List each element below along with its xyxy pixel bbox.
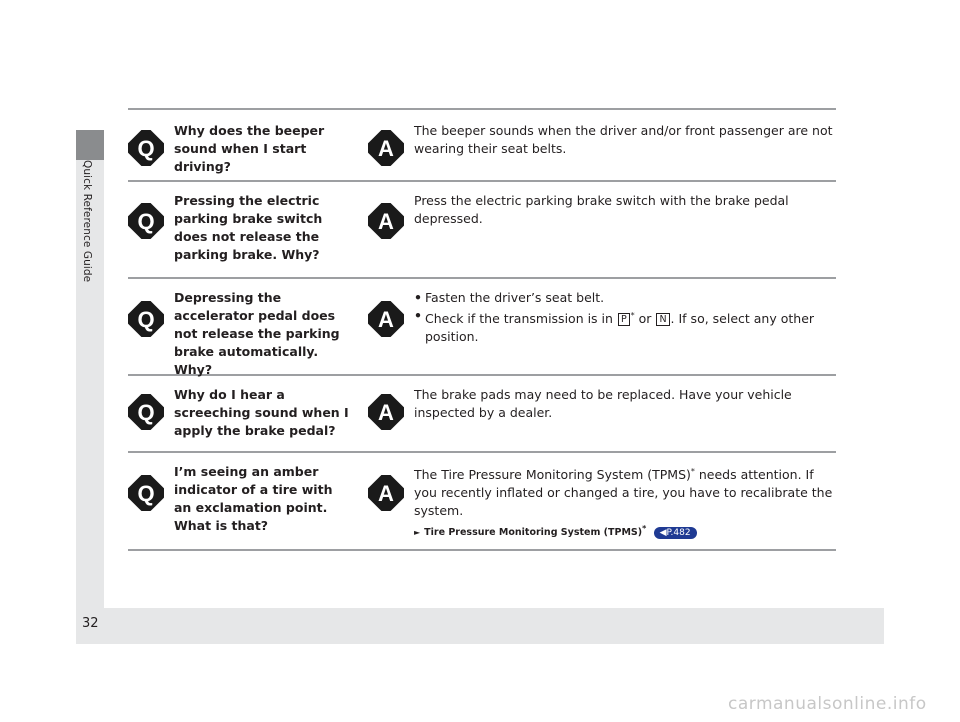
answer-icon [368,130,404,166]
watermark: carmanualsonline.info [728,694,927,714]
bullet-dot: • [414,308,422,323]
reference-arrow-icon: ► [414,528,421,538]
bullet-text: Fasten the driver’s seat belt. [425,290,605,305]
gear-key-p: P [618,313,630,326]
svg-text:Q: Q [137,307,155,332]
faq-item [128,453,836,549]
question-icon [128,203,164,239]
answer-text: The beeper sounds when the driver and/or front passenger are not wearing their seat belts. [414,123,833,156]
bullet-text: Check if the transmission is in P * or N . If so, select any other position. [425,311,815,345]
question-icon [128,130,164,166]
section-tab [76,130,104,160]
question-icon [128,475,164,511]
bullet-item [414,289,834,307]
answer-icon [368,394,404,430]
question-text: Why does the beeper sound when I start driving? [174,123,325,174]
faq-item [128,182,836,277]
svg-text:A: A [378,307,394,332]
divider [128,549,836,551]
question-icon [128,394,164,430]
footer-band [76,608,884,644]
svg-text:A: A [378,136,394,161]
answer-icon [368,301,404,337]
question-text: Why do I hear a screeching sound when I apply the brake pedal? [174,387,349,438]
answer-text: The brake pads may need to be replaced. Have your vehicle inspected by a dealer. [414,387,792,420]
gear-key-n: N [656,313,669,326]
page-link[interactable]: ◀P.482 [654,527,697,539]
answer-icon [368,475,404,511]
page-link-arrow-icon: ◀ [659,528,667,539]
faq-list [128,108,836,551]
svg-text:Q: Q [137,136,155,161]
svg-text:A: A [378,209,394,234]
svg-text:A: A [378,400,394,425]
bullet-dot: • [414,290,422,305]
answer-list [414,289,834,346]
question-icon [128,301,164,337]
faq-item [128,110,836,180]
bullet-item [414,307,834,346]
question-text: I’m seeing an amber indicator of a tire with an exclamation point. What is that? [174,464,333,533]
option-star: * [630,311,635,320]
svg-text:Q: Q [137,209,155,234]
answer-text: The Tire Pressure Monitoring System (TPMS)* needs attention. If you recently inflated or changed a tire, you have to recalibrate the system. [414,467,833,519]
svg-text:Q: Q [137,481,155,506]
cross-reference: ► Tire Pressure Monitoring System (TPMS)* ◀P.482 [414,522,834,540]
page-number: 32 [82,616,99,631]
option-star: * [690,467,695,476]
sidebar-label: Quick Reference Guide [81,160,93,283]
question-text: Pressing the electric parking brake switch does not release the parking brake. Why? [174,193,323,262]
answer-icon [368,203,404,239]
svg-text:A: A [378,481,394,506]
faq-item [128,376,836,451]
faq-item [128,279,836,377]
answer-block [414,463,834,540]
svg-text:Q: Q [137,400,155,425]
question-text: Depressing the accelerator pedal does not release the parking brake automatically. Why? [174,290,340,377]
answer-text: Press the electric parking brake switch with the brake pedal depressed. [414,193,789,226]
